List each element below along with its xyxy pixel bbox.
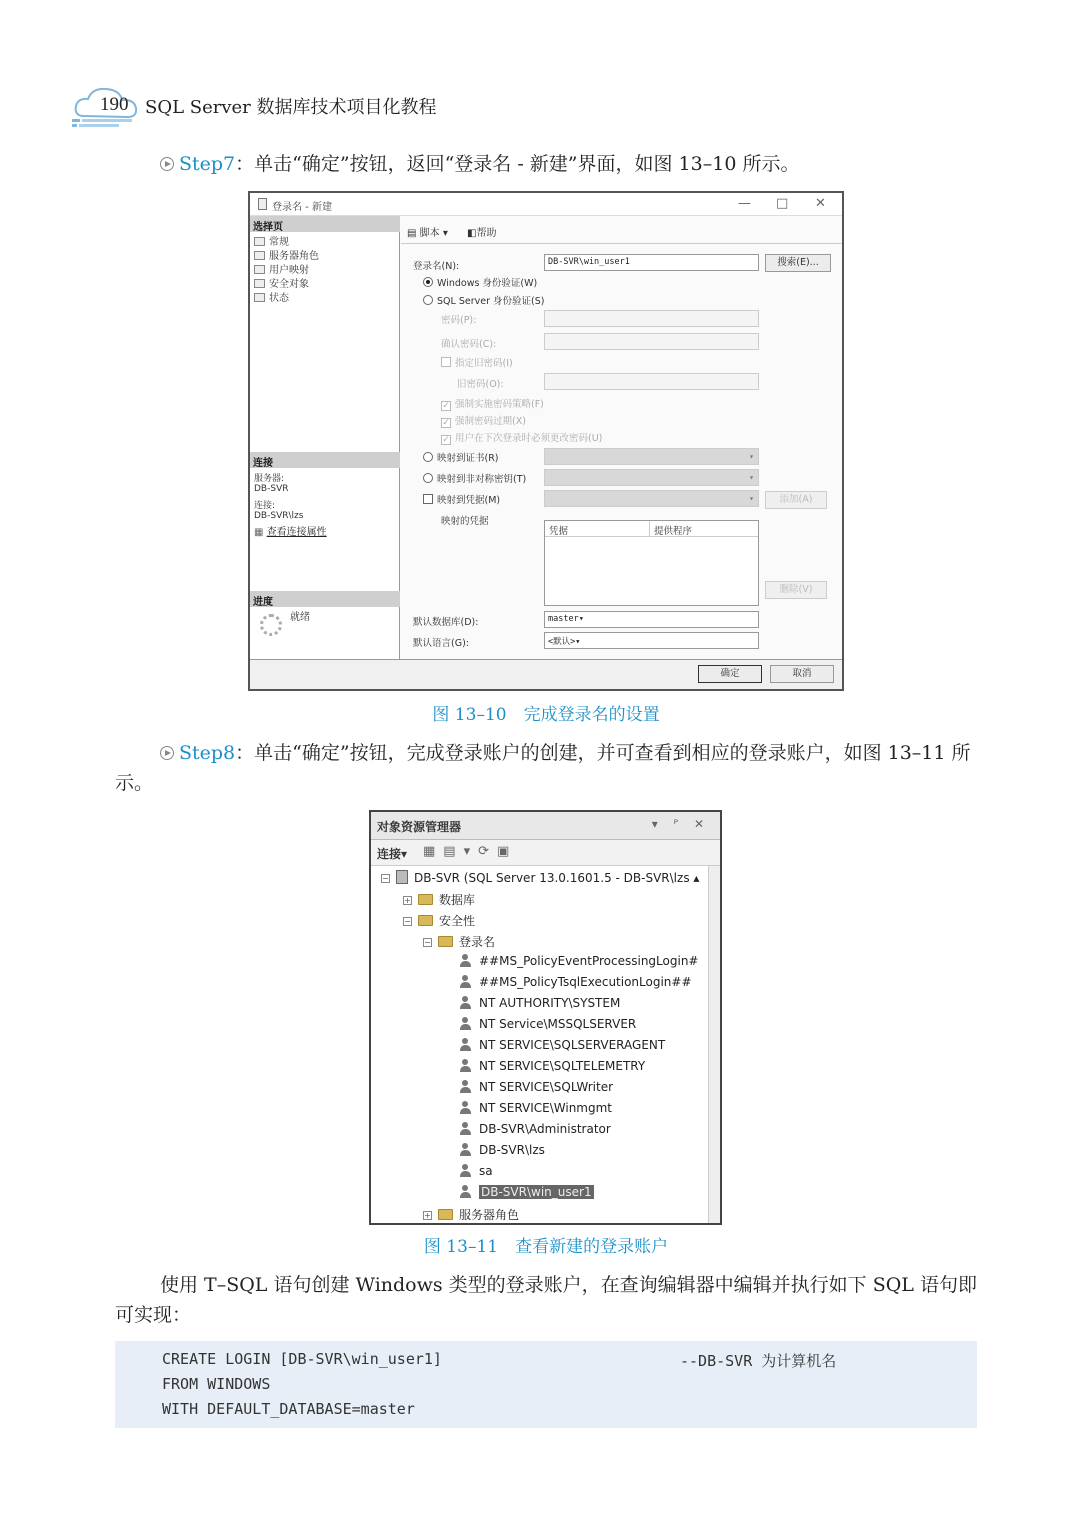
- login-item[interactable]: NT Service\MSSQLSERVER: [459, 1017, 636, 1037]
- login-name-input[interactable]: DB-SVR\win_user1: [544, 254, 759, 271]
- login-user-icon: [459, 1185, 472, 1198]
- old-password-label: 旧密码(O):: [457, 379, 504, 390]
- help-button[interactable]: ◧帮助: [467, 228, 497, 239]
- add-button[interactable]: 添加(A): [765, 491, 827, 509]
- login-user-icon: [459, 1101, 472, 1114]
- tree-server-node[interactable]: − DB-SVR (SQL Server 13.0.1601.5 - DB-SVR\lzs ▴: [382, 871, 700, 885]
- grid-header-credential: 凭据: [545, 521, 650, 537]
- login-item[interactable]: NT SERVICE\SQLWriter: [459, 1080, 613, 1100]
- step7-marker: Step7: [179, 153, 236, 175]
- expand-icon[interactable]: +: [404, 896, 411, 905]
- confirm-password-input[interactable]: [544, 333, 759, 350]
- script-button[interactable]: ▤ 脚本 ▾: [407, 228, 448, 239]
- default-db-select[interactable]: master▾: [544, 611, 759, 628]
- dialog-toolbar: [401, 216, 842, 244]
- login-item[interactable]: sa: [459, 1164, 493, 1184]
- login-user-icon: [459, 1080, 472, 1093]
- explorer-scrollbar[interactable]: [708, 866, 720, 1223]
- expand-icon[interactable]: +: [424, 1211, 431, 1220]
- code-comment: --DB-SVR 为计算机名: [680, 1352, 837, 1370]
- general-page: [401, 216, 842, 659]
- close-button[interactable]: ✕: [815, 196, 826, 211]
- page-securables[interactable]: 安全对象: [254, 275, 309, 290]
- login-user-icon: [459, 975, 472, 988]
- step-marker-icon: [160, 157, 174, 171]
- must-change-checkbox[interactable]: ✓ 用户在下次登录时必须更改密码(U): [442, 433, 603, 445]
- page-status[interactable]: 状态: [254, 289, 289, 304]
- old-password-checkbox[interactable]: 指定旧密码(I): [441, 355, 513, 369]
- tree-server-roles-node[interactable]: + 服务器角色: [424, 1208, 520, 1222]
- help-icon: ◧: [467, 228, 477, 239]
- step8-text: ：单击“确定”按钮，完成登录账户的创建，并可查看到相应的登录账户，如图 13–11 所示。: [115, 742, 971, 794]
- page-header: [70, 84, 490, 128]
- connection-header: 连接: [250, 452, 400, 468]
- dialog-title: 登录名 - 新建: [272, 202, 332, 213]
- tsql-intro-paragraph: 使用 T–SQL 语句创建 Windows 类型的登录账户，在查询编辑器中编辑并执行如下 SQL 语句即可实现：: [115, 1274, 977, 1326]
- code-line: WITH DEFAULT_DATABASE=master: [162, 1400, 415, 1418]
- map-cert-radio[interactable]: 映射到证书(R): [423, 450, 499, 464]
- explorer-toolbar: [371, 840, 720, 866]
- password-input[interactable]: [544, 310, 759, 327]
- confirm-password-label: 确认密码(C):: [441, 339, 497, 350]
- page-server-roles[interactable]: 服务器角色: [254, 247, 319, 262]
- view-connection-properties-link[interactable]: ▦ 查看连接属性: [254, 527, 327, 538]
- connect-button[interactable]: 连接▾: [377, 847, 408, 861]
- map-credential-checkbox[interactable]: 映射到凭据(M): [423, 492, 500, 506]
- collapse-icon[interactable]: −: [424, 938, 431, 947]
- explorer-titlebar: [371, 812, 720, 840]
- login-user-icon: [459, 1164, 472, 1177]
- tree-logins-node[interactable]: − 登录名: [424, 935, 496, 949]
- cancel-button[interactable]: 取消: [770, 665, 834, 683]
- login-item[interactable]: DB-SVR\lzs: [459, 1143, 545, 1163]
- server-label: 服务器:: [254, 474, 285, 484]
- script-icon: ▤: [407, 228, 417, 239]
- collapse-icon[interactable]: −: [382, 874, 389, 883]
- progress-spinner-icon: [260, 614, 282, 636]
- remove-button[interactable]: 删除(V): [765, 581, 827, 599]
- page-number: 190: [100, 94, 129, 115]
- figure-13-11-caption: 图 13–11 查看新建的登录账户: [423, 1237, 669, 1257]
- progress-header: 进度: [250, 591, 400, 607]
- ok-button[interactable]: 确定: [698, 665, 762, 683]
- page-user-mapping[interactable]: 用户映射: [254, 261, 309, 276]
- search-button[interactable]: 搜索(E)...: [765, 254, 831, 272]
- sql-code-block: [115, 1341, 977, 1428]
- login-user-icon: [459, 1143, 472, 1156]
- mapped-credentials-label: 映射的凭据: [441, 516, 489, 527]
- login-user-icon: [459, 996, 472, 1009]
- sql-auth-radio[interactable]: SQL Server 身份验证(S): [423, 293, 544, 307]
- progress-status: 就绪: [290, 612, 310, 623]
- default-language-label: 默认语言(G):: [413, 638, 469, 649]
- password-label: 密码(P):: [441, 315, 477, 326]
- default-db-label: 默认数据库(D):: [413, 617, 479, 628]
- mapped-credentials-grid[interactable]: [544, 520, 759, 606]
- credential-select[interactable]: [544, 490, 759, 507]
- login-item[interactable]: NT SERVICE\SQLSERVERAGENT: [459, 1038, 665, 1058]
- asym-key-select[interactable]: [544, 469, 759, 486]
- chevron-down-icon: ▾: [749, 452, 754, 461]
- document-icon: [258, 198, 267, 210]
- windows-auth-radio[interactable]: Windows 身份验证(W): [423, 275, 537, 289]
- login-item[interactable]: NT AUTHORITY\SYSTEM: [459, 996, 620, 1016]
- old-password-input[interactable]: [544, 373, 759, 390]
- cert-select[interactable]: [544, 448, 759, 465]
- book-title: SQL Server 数据库技术项目化教程: [145, 97, 437, 118]
- login-item[interactable]: NT SERVICE\SQLTELEMETRY: [459, 1059, 645, 1079]
- figure-13-10-caption: 图 13–10 完成登录名的设置: [432, 705, 660, 725]
- properties-icon: ▦: [254, 527, 267, 538]
- select-page-pane: [250, 216, 400, 659]
- server-icon: [396, 870, 408, 884]
- step8-paragraph: [115, 738, 985, 798]
- code-line: CREATE LOGIN [DB-SVR\win_user1]: [162, 1350, 442, 1368]
- folder-icon: [438, 1209, 453, 1220]
- page-icon: [254, 293, 265, 302]
- connection-label: 连接:: [254, 501, 276, 511]
- toolbar-icons[interactable]: ▦▤▾⟳▣: [423, 844, 518, 859]
- page-icon: [254, 251, 265, 260]
- page-general[interactable]: 常规: [254, 233, 289, 248]
- page-icon: [254, 279, 265, 288]
- chevron-down-icon: ▾: [578, 614, 584, 624]
- minimize-button[interactable]: —: [738, 196, 751, 211]
- server-value: DB-SVR: [254, 484, 289, 494]
- chevron-down-icon: ▾: [749, 473, 754, 482]
- explorer-title: 对象资源管理器: [377, 820, 462, 834]
- chevron-down-icon: ▾: [575, 637, 581, 647]
- object-explorer: [369, 810, 722, 1225]
- dialog-titlebar: [250, 193, 842, 216]
- folder-icon: [418, 894, 433, 905]
- select-page-header: 选择页: [250, 216, 400, 232]
- step-marker-icon: [160, 746, 174, 760]
- login-name-label: 登录名(N):: [413, 261, 460, 272]
- login-item[interactable]: ##MS_PolicyTsqlExecutionLogin##: [459, 975, 692, 995]
- enforce-expiration-checkbox[interactable]: ✓ 强制密码过期(X): [442, 416, 526, 428]
- default-language-select[interactable]: <默认>▾: [544, 632, 759, 649]
- connection-value: DB-SVR\lzs: [254, 511, 304, 521]
- step8-marker: Step8: [179, 742, 236, 764]
- login-new-dialog: [248, 191, 844, 691]
- step7-text: ：单击“确定”按钮，返回“登录名 - 新建”界面，如图 13–10 所示。: [235, 153, 800, 175]
- login-item-selected[interactable]: DB-SVR\win_user1: [459, 1185, 594, 1205]
- grid-header-provider: 提供程序: [650, 521, 758, 537]
- page-icon: [254, 265, 265, 274]
- code-line: FROM WINDOWS: [162, 1375, 271, 1393]
- folder-icon: [418, 915, 433, 926]
- enforce-policy-checkbox[interactable]: ✓ 强制实施密码策略(F): [442, 399, 544, 411]
- maximize-button[interactable]: □: [776, 196, 789, 211]
- chevron-down-icon: ▾: [749, 494, 754, 503]
- login-item[interactable]: ##MS_PolicyEventProcessingLogin#: [459, 954, 698, 974]
- login-item[interactable]: DB-SVR\Administrator: [459, 1122, 611, 1142]
- login-user-icon: [459, 954, 472, 967]
- dialog-button-bar: [250, 659, 842, 689]
- tree-databases-node[interactable]: + 数据库: [404, 893, 476, 907]
- login-user-icon: [459, 1122, 472, 1135]
- map-asym-key-radio[interactable]: 映射到非对称密钥(T): [423, 471, 526, 485]
- login-user-icon: [459, 1038, 472, 1051]
- login-user-icon: [459, 1059, 472, 1072]
- step7-paragraph: [160, 149, 1020, 179]
- login-user-icon: [459, 1017, 472, 1030]
- tree-security-node[interactable]: − 安全性: [404, 914, 476, 928]
- pin-close-icons[interactable]: ▾ ᴾ ✕: [651, 817, 710, 831]
- page-icon: [254, 237, 265, 246]
- login-item[interactable]: NT SERVICE\Winmgmt: [459, 1101, 612, 1121]
- collapse-icon[interactable]: −: [404, 917, 411, 926]
- folder-icon: [438, 936, 453, 947]
